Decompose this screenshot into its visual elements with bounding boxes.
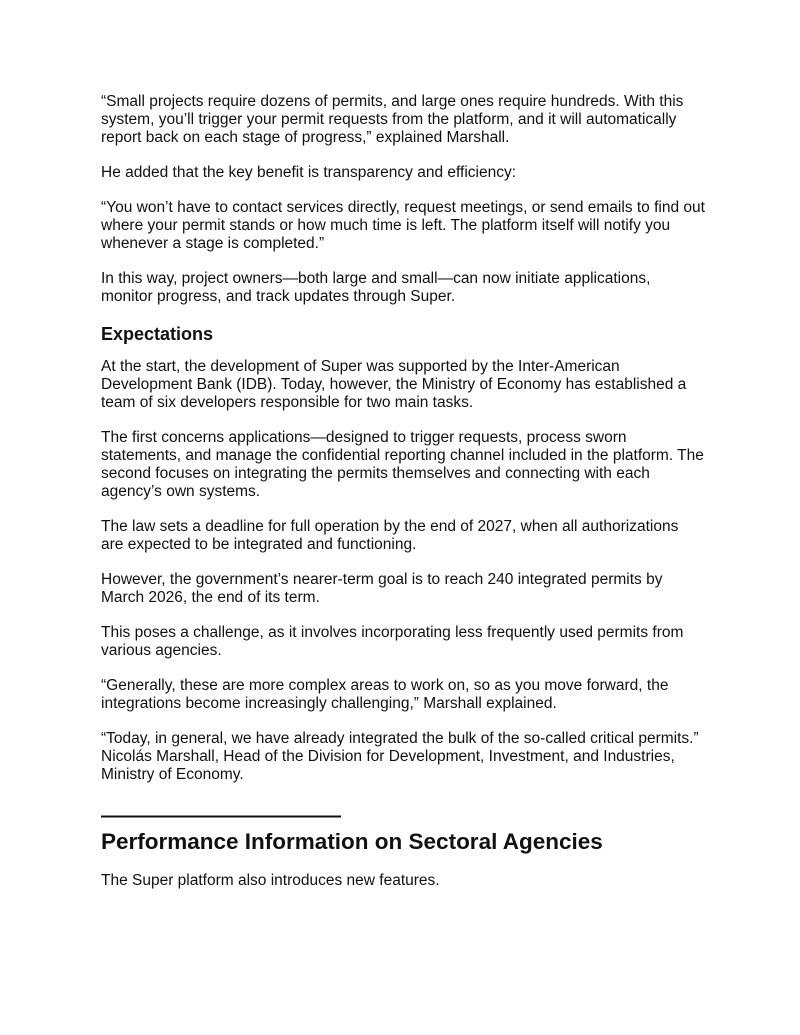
paragraph-goal-240-permits: However, the government’s nearer-term goal is to reach 240 integrated permits by March 2026, the end of its term. <box>101 571 663 606</box>
paragraph-key-benefit: He added that the key benefit is transparency and efficiency: <box>101 164 517 181</box>
paragraph-idb-support: At the start, the development of Super was supported by the Inter-American Development Bank (IDB). Today, however, the Ministry of Economy has established a team of six developers responsible for two main tasks. <box>101 358 687 411</box>
paragraph-complex-areas: “Generally, these are more complex areas to work on, so as you move forward, the integrations become increasingly challenging,” Marshall explained. <box>101 677 669 712</box>
paragraph-project-owners: In this way, project owners—both large and small—can now initiate applications, monitor progress, and track updates through Super. <box>101 270 651 305</box>
paragraph-applications-integration: The first concerns applications—designed to trigger requests, process sworn statements, and manage the confidential reporting channel included in the platform. The second focuses on integrating the permits themselves and connecting with each agency’s own systems. <box>101 429 704 500</box>
paragraph-marshall-quote-permits: “Small projects require dozens of permits, and large ones require hundreds. With this system, you’ll trigger your permit requests from the platform, and it will automatically report back on each stage of progress,” explained Marshall. <box>101 93 684 146</box>
expectations-heading: Expectations <box>101 324 214 344</box>
paragraph-critical-permits-quote: “Today, in general, we have already integrated the bulk of the so-called critical permits.” Nicolás Marshall, Head of the Division for Development, Investment, and Industries, Ministry of Economy. <box>101 730 699 783</box>
paragraph-new-features: The Super platform also introduces new features. <box>101 872 440 889</box>
article-body <box>101 93 705 907</box>
paragraph-challenge: This poses a challenge, as it involves incorporating less frequently used permits from various agencies. <box>101 624 684 659</box>
section-separator: ———————————— <box>101 805 341 827</box>
paragraph-notify-quote: “You won’t have to contact services directly, request meetings, or send emails to find out where your permit stands or how much time is left. The platform itself will notify you whenever a stage is completed.” <box>101 199 705 252</box>
section-heading: Performance Information on Sectoral Agencies <box>101 829 603 854</box>
paragraph-deadline-2027: The law sets a deadline for full operation by the end of 2027, when all authorizations are expected to be integrated and functioning. <box>101 518 679 553</box>
